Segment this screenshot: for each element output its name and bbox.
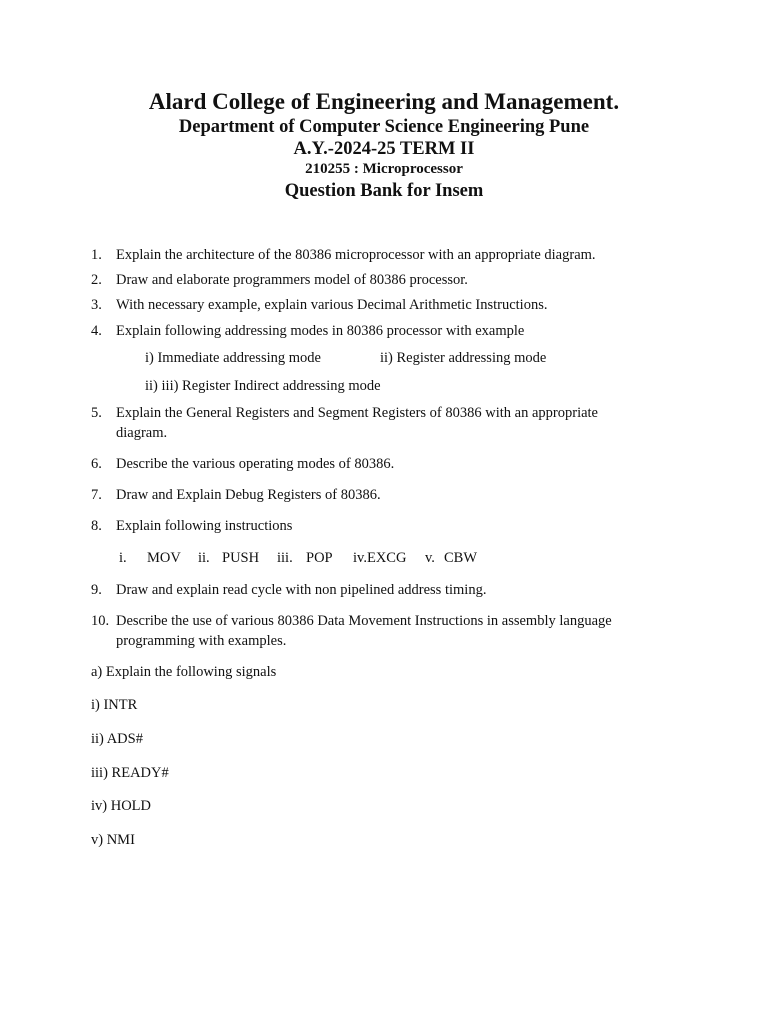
course-title: 210255 : Microprocessor [305, 161, 463, 177]
question-number: 10. [91, 613, 110, 629]
addressing-mode-item: ii) iii) Register Indirect addressing mode [145, 378, 381, 394]
college-name: Alard College of Engineering and Management. [148, 89, 620, 114]
instruction-name: iv.EXCG [353, 550, 407, 566]
instruction-index: v. [425, 550, 435, 566]
instruction-name: POP [306, 550, 333, 566]
question-text: Describe the various operating modes of 80386. [116, 456, 395, 472]
question-text: Explain the architecture of the 80386 microprocessor with an appropriate diagram. [116, 247, 596, 263]
instruction-index: ii. [198, 550, 210, 566]
question-number: 5. [91, 405, 102, 421]
question-number: 9. [91, 582, 102, 598]
question-text: Explain following addressing modes in 80386 processor with example [116, 323, 525, 339]
question-number: 8. [91, 518, 102, 534]
question-text-line: programming with examples. [116, 633, 287, 649]
question-number: 3. [91, 297, 102, 313]
signal-item: ii) ADS# [91, 731, 143, 747]
question-text-line: Describe the use of various 80386 Data Movement Instructions in assembly language [116, 613, 612, 629]
question-text: With necessary example, explain various Decimal Arithmetic Instructions. [116, 297, 548, 313]
question-number: 7. [91, 487, 102, 503]
instruction-index: iii. [277, 550, 293, 566]
addressing-mode-item: ii) Register addressing mode [380, 350, 547, 366]
signals-heading: a) Explain the following signals [91, 664, 277, 680]
question-text: Draw and explain read cycle with non pipelined address timing. [116, 582, 487, 598]
question-text-line: Explain the General Registers and Segment Registers of 80386 with an appropriate [116, 405, 598, 421]
academic-year: A.Y.-2024-25 TERM II [293, 139, 475, 159]
signal-item: iii) READY# [91, 765, 169, 781]
signal-item: iv) HOLD [91, 798, 152, 814]
instruction-name: CBW [444, 550, 478, 566]
instruction-index: i. [119, 550, 127, 566]
signal-item: v) NMI [91, 832, 135, 848]
question-text-line: diagram. [116, 425, 168, 441]
question-text: Explain following instructions [116, 518, 293, 534]
question-number: 4. [91, 323, 102, 339]
instruction-name: MOV [147, 550, 181, 566]
instruction-name: PUSH [222, 550, 260, 566]
question-number: 6. [91, 456, 102, 472]
question-text: Draw and elaborate programmers model of 80386 processor. [116, 272, 468, 288]
department-name: Department of Computer Science Engineering Pune [178, 117, 590, 137]
addressing-mode-item: i) Immediate addressing mode [145, 350, 321, 366]
question-number: 1. [91, 247, 102, 263]
question-number: 2. [91, 272, 102, 288]
question-text: Draw and Explain Debug Registers of 80386. [116, 487, 381, 503]
signal-item: i) INTR [91, 697, 138, 713]
document-title: Question Bank for Insem [284, 181, 484, 201]
